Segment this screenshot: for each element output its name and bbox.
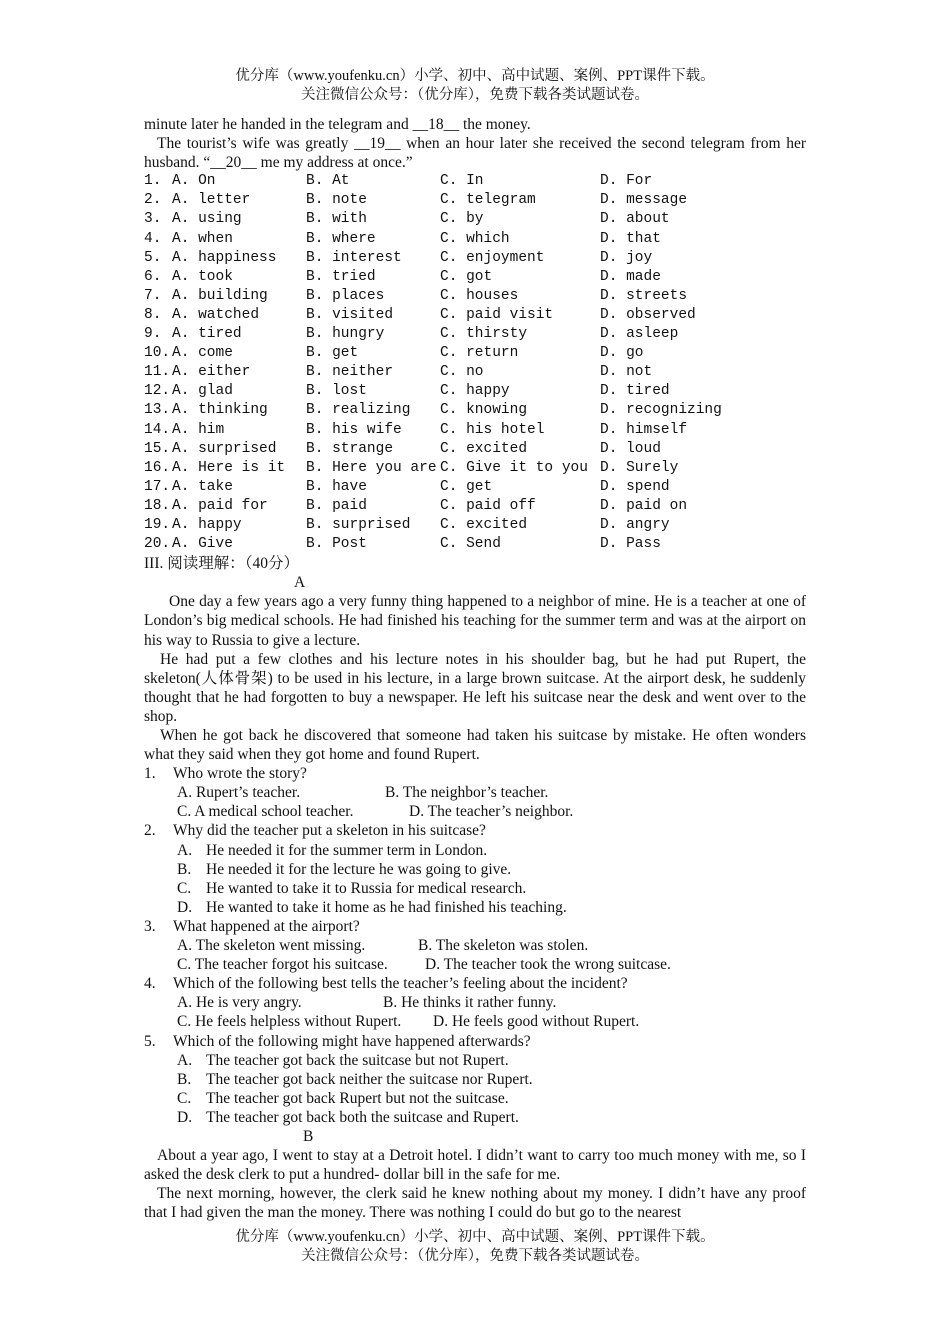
- option-row: [177, 1070, 806, 1089]
- header-line-1: 优分库（www.youfenku.cn）小学、初中、高中试题、案例、PPT课件下载。: [235, 68, 715, 84]
- option-a: A. building: [172, 287, 268, 304]
- option-label: B.: [177, 1070, 192, 1088]
- option-b: B. his wife: [306, 421, 402, 438]
- option-pair: [177, 802, 806, 821]
- option-b: B. surprised: [306, 516, 411, 533]
- option-c: C. Give it to you: [440, 459, 588, 476]
- option-left: C. The teacher forgot his suitcase.: [177, 956, 388, 974]
- cloze-option-row: [144, 325, 806, 344]
- option-right: B. He thinks it rather funny.: [383, 994, 557, 1012]
- cloze-option-row: [144, 230, 806, 249]
- cloze-option-row: [144, 382, 806, 401]
- option-b: B. visited: [306, 306, 394, 323]
- question-stem: [144, 917, 806, 936]
- option-c: C. by: [440, 211, 484, 228]
- question-number: 3.: [144, 917, 156, 935]
- option-text: The teacher got back Rupert but not the suitcase.: [206, 1089, 509, 1107]
- option-left: A. He is very angry.: [177, 994, 302, 1012]
- option-left: C. He feels helpless without Rupert.: [177, 1013, 402, 1031]
- option-label: D.: [177, 898, 193, 916]
- question-number: 2.: [144, 822, 156, 840]
- option-label: C.: [177, 1089, 192, 1107]
- option-label: C.: [177, 879, 192, 897]
- option-c: C. return: [440, 345, 519, 362]
- option-d: D. observed: [600, 306, 696, 323]
- option-row: [177, 898, 806, 917]
- option-number: 19.: [144, 516, 171, 533]
- option-c: C. which: [440, 230, 510, 247]
- option-label: A.: [177, 841, 193, 859]
- option-a: A. thinking: [172, 402, 268, 419]
- option-row: [177, 860, 806, 879]
- option-b: B. get: [306, 345, 359, 362]
- option-a: A. take: [172, 478, 233, 495]
- option-d: D. go: [600, 345, 644, 362]
- option-c: C. enjoyment: [440, 249, 545, 266]
- option-d: D. not: [600, 364, 653, 381]
- page-header: [0, 67, 950, 105]
- option-number: 8.: [144, 306, 162, 323]
- passage-a-paragraph-2: He had put a few clothes and his lecture notes in his shoulder bag, but he had put Rupert, the skeleton(人体骨架) to be used in his lecture, in a large brown suitcase. At the airport desk, he suddenly thought that he had forgotten to buy a newspaper. He left his suitcase near the desk and went over to the shop.: [144, 650, 806, 725]
- option-number: 13.: [144, 402, 171, 419]
- question-stem: [144, 974, 806, 993]
- option-d: D. tired: [600, 383, 670, 400]
- option-left: A. Rupert’s teacher.: [177, 784, 301, 802]
- option-a: A. using: [172, 211, 242, 228]
- option-left: C. A medical school teacher.: [177, 803, 354, 821]
- cloze-option-row: [144, 478, 806, 497]
- option-c: C. happy: [440, 383, 510, 400]
- option-number: 10.: [144, 345, 171, 362]
- option-row: [177, 1051, 806, 1070]
- option-left: A. The skeleton went missing.: [177, 937, 366, 955]
- question-options: [144, 783, 806, 821]
- option-d: D. spend: [600, 478, 670, 495]
- option-c: C. In: [440, 173, 484, 190]
- option-b: B. At: [306, 173, 350, 190]
- option-a: A. Here is it: [172, 459, 286, 476]
- option-number: 17.: [144, 478, 171, 495]
- option-number: 4.: [144, 230, 162, 247]
- option-b: B. realizing: [306, 402, 411, 419]
- option-pair: [177, 783, 806, 802]
- option-c: C. paid off: [440, 497, 536, 514]
- option-b: B. strange: [306, 440, 394, 457]
- header-line-2: 关注微信公众号：（优分库），免费下载各类试题试卷。: [301, 87, 649, 103]
- option-a: A. paid for: [172, 497, 268, 514]
- option-text: He wanted to take it home as he had finished his teaching.: [206, 898, 567, 916]
- option-pair: [177, 936, 806, 955]
- passage-a-questions: [144, 764, 806, 1127]
- passage-b-paragraph-1: About a year ago, I went to stay at a Detroit hotel. I didn’t want to carry too much money with me, so I asked the desk clerk to put a hundred- dollar bill in the safe for me.: [144, 1147, 806, 1184]
- option-right: D. He feels good without Rupert.: [433, 1013, 640, 1031]
- cloze-option-row: [144, 459, 806, 478]
- cloze-option-row: [144, 344, 806, 363]
- page-footer: [0, 1228, 950, 1266]
- option-label: B.: [177, 860, 192, 878]
- option-b: B. Here you are: [306, 459, 437, 476]
- cloze-option-row: [144, 535, 806, 554]
- document-body: [144, 115, 806, 1222]
- cloze-options-table: [144, 172, 806, 554]
- option-b: B. have: [306, 478, 367, 495]
- option-d: D. Pass: [600, 536, 661, 553]
- option-number: 3.: [144, 211, 162, 228]
- cloze-option-row: [144, 440, 806, 459]
- passage-a-paragraph-1: One day a few years ago a very funny thing happened to a neighbor of mine. He is a teacher at one of London’s big medical schools. He had finished his teaching for the summer term and was at the airport on his way to Russia to give a lecture.: [144, 593, 806, 649]
- option-b: B. interest: [306, 249, 402, 266]
- option-d: D. For: [600, 173, 653, 190]
- option-number: 12.: [144, 383, 171, 400]
- option-c: C. got: [440, 268, 493, 285]
- option-number: 20.: [144, 536, 171, 553]
- option-right: D. The teacher took the wrong suitcase.: [425, 956, 671, 974]
- option-d: D. asleep: [600, 326, 679, 343]
- question-text: Which of the following best tells the teacher’s feeling about the incident?: [173, 975, 628, 993]
- option-a: A. happiness: [172, 249, 277, 266]
- question-text: Why did the teacher put a skeleton in his suitcase?: [173, 822, 486, 840]
- option-text: He needed it for the summer term in London.: [206, 841, 488, 859]
- option-pair: [177, 1012, 806, 1031]
- option-label: D.: [177, 1108, 193, 1126]
- cloze-option-row: [144, 363, 806, 382]
- option-pair: [177, 955, 806, 974]
- option-number: 14.: [144, 421, 171, 438]
- option-text: The teacher got back both the suitcase and Rupert.: [206, 1108, 519, 1126]
- option-b: B. paid: [306, 497, 367, 514]
- option-d: D. streets: [600, 287, 688, 304]
- option-a: A. either: [172, 364, 251, 381]
- option-d: D. message: [600, 192, 688, 209]
- option-b: B. places: [306, 287, 385, 304]
- option-number: 16.: [144, 459, 171, 476]
- option-number: 7.: [144, 287, 162, 304]
- option-b: B. lost: [306, 383, 367, 400]
- option-text: The teacher got back neither the suitcase nor Rupert.: [206, 1070, 533, 1088]
- cloze-tail-paragraph-1: minute later he handed in the telegram and __18__ the money.: [144, 116, 531, 133]
- option-right: B. The neighbor’s teacher.: [385, 784, 549, 802]
- option-row: [177, 1089, 806, 1108]
- question-options: [144, 1051, 806, 1127]
- option-number: 9.: [144, 326, 162, 343]
- passage-a-letter: A: [294, 574, 306, 592]
- cloze-option-row: [144, 497, 806, 516]
- option-d: D. that: [600, 230, 661, 247]
- option-label: A.: [177, 1051, 193, 1069]
- option-b: B. Post: [306, 536, 367, 553]
- question-options: [144, 841, 806, 917]
- option-number: 11.: [144, 364, 171, 381]
- option-d: D. Surely: [600, 459, 679, 476]
- option-b: B. tried: [306, 268, 376, 285]
- option-d: D. himself: [600, 421, 688, 438]
- option-c: C. telegram: [440, 192, 536, 209]
- option-a: A. took: [172, 268, 233, 285]
- cloze-option-row: [144, 191, 806, 210]
- option-d: D. loud: [600, 440, 661, 457]
- passage-b-letter: B: [303, 1127, 314, 1145]
- question-number: 5.: [144, 1032, 156, 1050]
- question-stem: [144, 1032, 806, 1051]
- option-a: A. him: [172, 421, 225, 438]
- section-3-title: III. 阅读理解：（40分）: [144, 555, 299, 573]
- option-a: A. come: [172, 345, 233, 362]
- option-c: C. houses: [440, 287, 519, 304]
- option-d: D. angry: [600, 516, 670, 533]
- passage-b-paragraph-2: The next morning, however, the clerk said he knew nothing about my money. I didn’t have any proof that I had given the man the money. There was nothing I could do but go to the nearest: [144, 1185, 806, 1222]
- footer-line-1: 优分库（www.youfenku.cn）小学、初中、高中试题、案例、PPT课件下载。: [235, 1229, 715, 1245]
- option-c: C. excited: [440, 440, 528, 457]
- option-a: A. Give: [172, 536, 233, 553]
- question-number: 1.: [144, 765, 156, 783]
- option-d: D. about: [600, 211, 670, 228]
- option-text: The teacher got back the suitcase but not Rupert.: [206, 1051, 509, 1069]
- cloze-option-row: [144, 306, 806, 325]
- option-c: C. excited: [440, 516, 528, 533]
- cloze-option-row: [144, 401, 806, 420]
- cloze-option-row: [144, 287, 806, 306]
- option-c: C. get: [440, 478, 493, 495]
- option-a: A. when: [172, 230, 233, 247]
- question-options: [144, 993, 806, 1031]
- option-d: D. recognizing: [600, 402, 722, 419]
- option-c: C. his hotel: [440, 421, 545, 438]
- option-number: 2.: [144, 192, 162, 209]
- option-b: B. where: [306, 230, 376, 247]
- option-number: 15.: [144, 440, 171, 457]
- footer-line-2: 关注微信公众号：（优分库），免费下载各类试题试卷。: [301, 1248, 649, 1264]
- option-a: A. surprised: [172, 440, 277, 457]
- option-a: A. happy: [172, 516, 242, 533]
- option-text: He wanted to take it to Russia for medical research.: [206, 879, 527, 897]
- cloze-option-row: [144, 421, 806, 440]
- option-b: B. hungry: [306, 326, 385, 343]
- option-b: B. note: [306, 192, 367, 209]
- option-right: D. The teacher’s neighbor.: [409, 803, 574, 821]
- cloze-option-row: [144, 268, 806, 287]
- option-b: B. with: [306, 211, 367, 228]
- cloze-option-row: [144, 516, 806, 535]
- option-number: 6.: [144, 268, 162, 285]
- option-c: C. knowing: [440, 402, 528, 419]
- option-row: [177, 1108, 806, 1127]
- cloze-option-row: [144, 249, 806, 268]
- passage-a-paragraph-3: When he got back he discovered that someone had taken his suitcase by mistake. He often wonders what they said when they got home and found Rupert.: [144, 727, 806, 764]
- cloze-option-row: [144, 210, 806, 229]
- option-b: B. neither: [306, 364, 394, 381]
- option-c: C. Send: [440, 536, 501, 553]
- option-number: 5.: [144, 249, 162, 266]
- option-d: D. made: [600, 268, 661, 285]
- option-right: B. The skeleton was stolen.: [418, 937, 589, 955]
- option-c: C. paid visit: [440, 306, 554, 323]
- option-d: D. paid on: [600, 497, 688, 514]
- option-a: A. letter: [172, 192, 251, 209]
- question-text: What happened at the airport?: [173, 917, 360, 935]
- cloze-tail-paragraph-2: The tourist’s wife was greatly __19__ when an hour later she received the second telegram from her husband. “__20__ me my address at once.”: [144, 135, 806, 172]
- question-options: [144, 936, 806, 974]
- option-pair: [177, 993, 806, 1012]
- question-number: 4.: [144, 975, 156, 993]
- option-number: 18.: [144, 497, 171, 514]
- question-stem: [144, 764, 806, 783]
- option-number: 1.: [144, 173, 162, 190]
- option-a: A. On: [172, 173, 216, 190]
- option-d: D. joy: [600, 249, 653, 266]
- cloze-option-row: [144, 172, 806, 191]
- option-c: C. no: [440, 364, 484, 381]
- option-row: [177, 879, 806, 898]
- option-a: A. watched: [172, 306, 260, 323]
- option-c: C. thirsty: [440, 326, 528, 343]
- option-a: A. glad: [172, 383, 233, 400]
- option-text: He needed it for the lecture he was going to give.: [206, 860, 512, 878]
- option-a: A. tired: [172, 326, 242, 343]
- question-text: Who wrote the story?: [173, 765, 307, 783]
- question-stem: [144, 821, 806, 840]
- question-text: Which of the following might have happened afterwards?: [173, 1032, 531, 1050]
- option-row: [177, 841, 806, 860]
